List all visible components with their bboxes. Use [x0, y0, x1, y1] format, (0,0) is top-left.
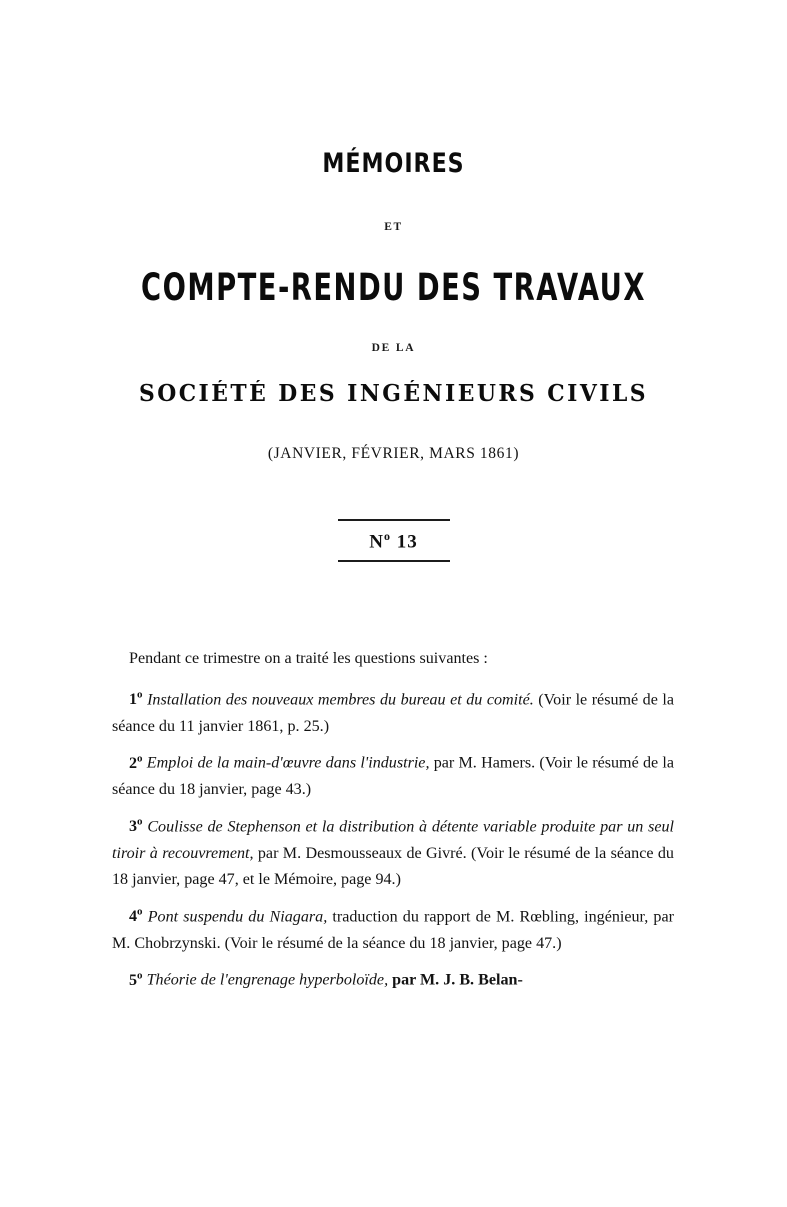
item-title: Coulisse de Stephenson et la distribution à détente variable produite par un seul tiroir à recouvrement, — [112, 818, 674, 862]
conjunction-et: ET — [384, 221, 403, 233]
rule-below-issue-number — [338, 560, 450, 562]
preposition-de-la: DE LA — [371, 342, 416, 354]
item-reference: par M. J. B. Belan- — [388, 971, 523, 989]
list-item — [112, 962, 674, 994]
body-text — [112, 646, 674, 994]
subtitle-compte-rendu: COMPTE-RENDU DES TRAVAUX — [141, 266, 646, 309]
list-item — [112, 809, 674, 894]
intro-paragraph: Pendant ce trimestre on a traité les questions suivantes : — [129, 650, 488, 667]
issue-number-label: N — [369, 531, 384, 553]
item-number: 3$^o$ — [129, 815, 143, 836]
item-number: 1$^o$ — [129, 688, 143, 708]
title-block — [0, 150, 787, 463]
item-reference: par M. Hamers. (Voir le résumé de la séance du 18 janvier, page 43.) — [112, 754, 674, 799]
list-item — [112, 899, 674, 958]
list-item — [112, 682, 674, 741]
issue-number-ordinal: o — [383, 529, 391, 543]
item-title: Théorie de l'engrenage hyperboloïde, — [146, 971, 389, 989]
organization-name: SOCIÉTÉ DES INGÉNIEURS CIVILS — [138, 380, 649, 407]
item-title: Pont suspendu du Niagara, — [147, 908, 328, 926]
item-reference: (Voir le résumé de la séance du 11 janvier 1861, p. 25.) — [112, 690, 674, 735]
item-number: 5$^o$ — [129, 969, 143, 989]
item-reference: traduction du rapport de M. Rœbling, ingénieur, par M. Chobrzynski. (Voir le résumé de la séance du 18 janvier, page 47.) — [112, 908, 674, 952]
item-number: 2$^o$ — [129, 752, 143, 772]
issue-period: (JANVIER, FÉVRIER, MARS 1861) — [267, 445, 520, 462]
issue-number — [0, 521, 787, 560]
item-reference: par M. Desmousseaux de Givré. (Voir le résumé de la séance du 18 janvier, page 47, et le Mémoire, page 94.) — [112, 844, 674, 889]
item-title: Installation des nouveaux membres du bureau et du comité. — [147, 690, 534, 708]
main-title-memoires: MÉMOIRES — [322, 148, 465, 179]
item-number: 4$^o$ — [129, 905, 143, 926]
issue-number-block — [0, 519, 787, 562]
item-title: Emploi de la main-d'œuvre dans l'industrie, — [146, 754, 430, 772]
list-item — [112, 745, 674, 804]
issue-number-value: 13 — [396, 531, 418, 553]
